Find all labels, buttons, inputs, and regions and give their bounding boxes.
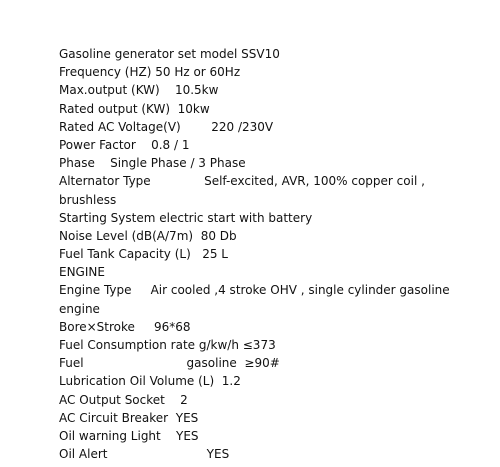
spec-engine-type: Engine Type Air cooled ,4 stroke OHV , single cylinder gasoline bbox=[59, 283, 450, 298]
spec-fuel: Fuel gasoline ≥90# bbox=[59, 356, 280, 371]
spec-title: Gasoline generator set model SSV10 bbox=[59, 47, 280, 61]
spec-noise-level: Noise Level (dB(A/7m) 80 Db bbox=[59, 228, 237, 243]
spec-max-output: Max.output (KW) 10.5kw bbox=[59, 83, 219, 98]
spec-phase: Phase Single Phase / 3 Phase bbox=[59, 156, 246, 171]
spec-document bbox=[59, 45, 489, 463]
spec-rated-voltage: Rated AC Voltage(V) 220 /230V bbox=[59, 119, 274, 134]
spec-oil-warning-light: Oil warning Light YES bbox=[59, 428, 199, 443]
spec-lubrication-oil: Lubrication Oil Volume (L) 1.2 bbox=[59, 374, 241, 389]
spec-ac-circuit-breaker: AC Circuit Breaker YES bbox=[59, 410, 199, 425]
spec-fuel-tank: Fuel Tank Capacity (L) 25 L bbox=[59, 247, 228, 262]
spec-power-factor: Power Factor 0.8 / 1 bbox=[59, 137, 190, 152]
spec-alternator-type: Alternator Type Self-excited, AVR, 100% copper coil , bbox=[59, 174, 425, 189]
spec-oil-alert: Oil Alert YES bbox=[59, 447, 230, 462]
spec-ac-output-socket: AC Output Socket 2 bbox=[59, 392, 188, 407]
spec-starting-system: Starting System electric start with battery bbox=[59, 210, 313, 225]
spec-rated-output: Rated output (KW) 10kw bbox=[59, 101, 210, 116]
spec-engine-type-cont: engine bbox=[59, 301, 100, 316]
spec-frequency: Frequency (HZ) 50 Hz or 60Hz bbox=[59, 65, 241, 80]
spec-alternator-type-cont: brushless bbox=[59, 192, 117, 207]
section-engine-heading: ENGINE bbox=[59, 265, 105, 280]
spec-bore-stroke: Bore×Stroke 96*68 bbox=[59, 319, 191, 334]
spec-fuel-consumption: Fuel Consumption rate g/kw/h ≤373 bbox=[59, 338, 276, 352]
